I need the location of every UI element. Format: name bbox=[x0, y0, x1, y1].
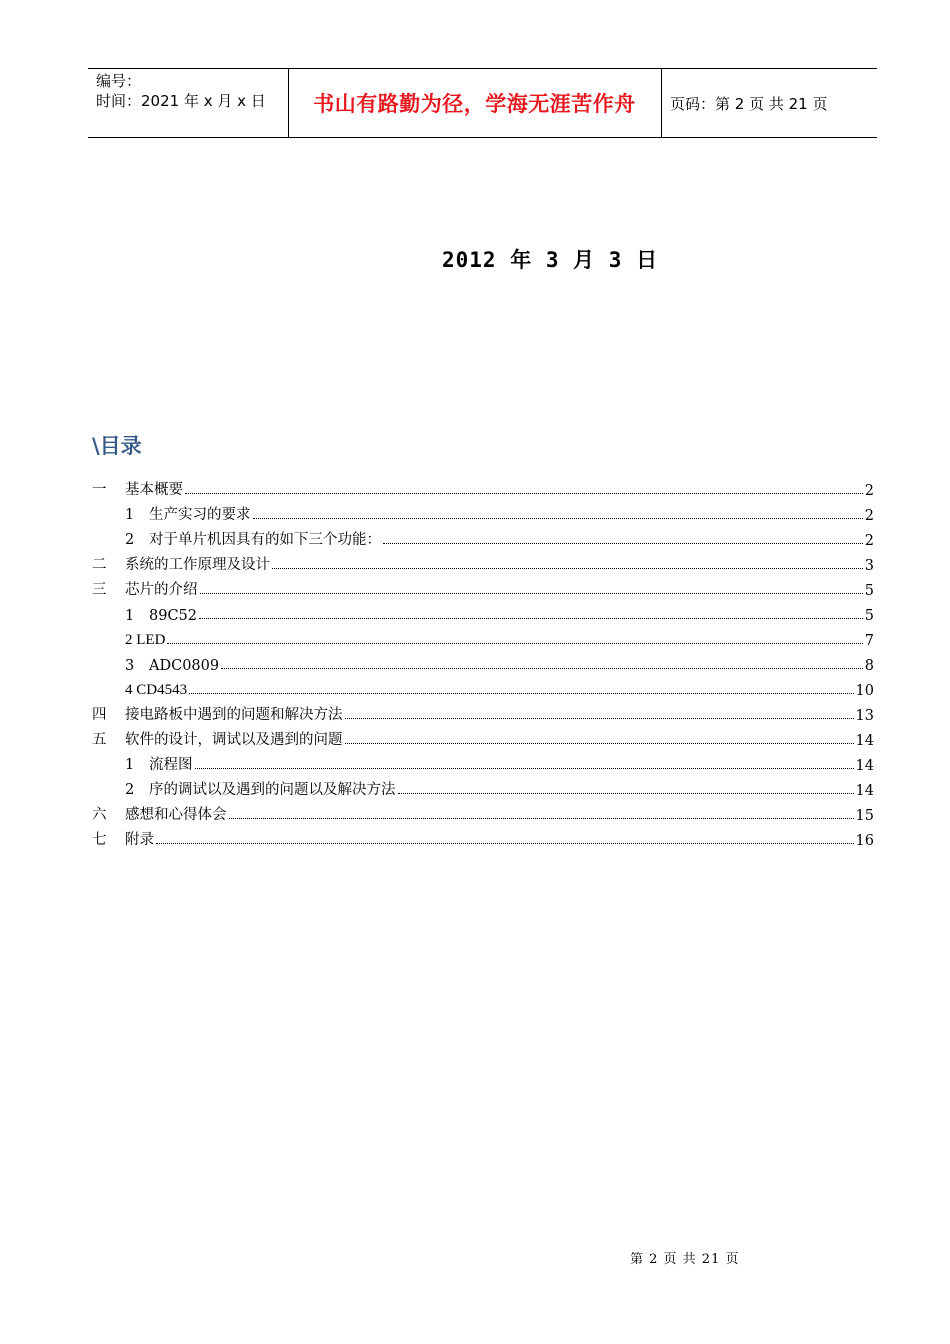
toc-leader-dots bbox=[156, 842, 854, 844]
toc-entry-number: 3 bbox=[125, 658, 135, 674]
toc-leader-dots bbox=[345, 717, 854, 719]
header-page-cell bbox=[662, 69, 877, 137]
toc-entry-number: 七 bbox=[92, 832, 107, 848]
toc-entry-page: 5 bbox=[864, 583, 874, 599]
toc-entry-text: 软件的设计，调试以及遇到的问题 bbox=[125, 732, 343, 748]
document-time-label: 时间：2021 年 x 月 x 日 bbox=[96, 92, 266, 110]
toc-entry-number: 1 bbox=[125, 757, 135, 773]
toc-entry[interactable] bbox=[92, 699, 874, 724]
toc-title: \目录 bbox=[92, 434, 142, 458]
toc-entry-number: 六 bbox=[92, 807, 107, 823]
toc-entry-number: 五 bbox=[92, 732, 107, 748]
toc-entry-number: 4 bbox=[125, 682, 133, 698]
toc-entry-number: 2 bbox=[125, 532, 135, 548]
toc-entry-text: 感想和心得体会 bbox=[125, 807, 227, 823]
toc-entry[interactable] bbox=[92, 674, 874, 699]
toc-entry[interactable] bbox=[92, 474, 874, 499]
toc-entry-text: 对于单片机因具有的如下三个功能： bbox=[149, 532, 381, 548]
toc-entry-page: 5 bbox=[864, 608, 874, 624]
toc-entry[interactable] bbox=[92, 649, 874, 674]
toc-leader-dots bbox=[167, 642, 862, 644]
toc-entry-page: 16 bbox=[855, 833, 874, 849]
document-number-label: 编号： bbox=[96, 72, 142, 90]
toc-entry-text: 89C52 bbox=[149, 608, 197, 624]
toc-entry-text: 生产实习的要求 bbox=[149, 507, 251, 523]
toc-leader-dots bbox=[272, 567, 863, 569]
toc-entry[interactable] bbox=[92, 774, 874, 799]
toc-entry-number: 三 bbox=[92, 582, 107, 598]
toc-entry-text: CD4543 bbox=[136, 682, 188, 698]
header-motto: 书山有路勤为径，学海无涯苦作舟 bbox=[313, 92, 636, 116]
header-motto-cell bbox=[288, 69, 662, 137]
toc-entry-page: 2 bbox=[864, 483, 874, 499]
toc-entry[interactable] bbox=[92, 749, 874, 774]
toc-entry[interactable] bbox=[92, 724, 874, 749]
toc-entry-page: 14 bbox=[855, 758, 874, 774]
toc-entry-number: 2 bbox=[125, 632, 133, 648]
toc-entry-text: 流程图 bbox=[149, 757, 193, 773]
toc-entry-text: LED bbox=[136, 632, 166, 648]
toc-entry-page: 3 bbox=[864, 558, 874, 574]
toc-leader-dots bbox=[221, 667, 863, 669]
toc-entry[interactable] bbox=[92, 549, 874, 574]
toc-entry[interactable] bbox=[92, 624, 874, 649]
toc-entry-number: 2 bbox=[125, 782, 135, 798]
toc-leader-dots bbox=[199, 617, 863, 619]
toc-entry-text: 芯片的介绍 bbox=[125, 582, 198, 598]
toc-entry-text: 序的调试以及遇到的问题以及解决方法 bbox=[149, 782, 396, 798]
toc-entry[interactable] bbox=[92, 824, 874, 849]
toc-entry-text: ADC0809 bbox=[149, 658, 220, 674]
toc-leader-dots bbox=[253, 517, 863, 519]
page-footer: 第 2 页 共 21 页 bbox=[630, 1252, 740, 1267]
toc-entry-text: 基本概要 bbox=[125, 482, 183, 498]
toc-entry-page: 14 bbox=[855, 733, 874, 749]
header-meta-cell bbox=[88, 69, 289, 137]
toc-entry-number: 四 bbox=[92, 707, 107, 723]
toc-entry-text: 接电路板中遇到的问题和解决方法 bbox=[125, 707, 343, 723]
toc-leader-dots bbox=[185, 492, 863, 494]
toc-leader-dots bbox=[200, 592, 863, 594]
header-table bbox=[88, 68, 877, 138]
toc-leader-dots bbox=[229, 817, 854, 819]
toc-entry-text: 系统的工作原理及设计 bbox=[125, 557, 270, 573]
toc-entry-page: 10 bbox=[855, 683, 874, 699]
toc-entry-number: 1 bbox=[125, 507, 135, 523]
toc-entry-page: 2 bbox=[864, 508, 874, 524]
toc-leader-dots bbox=[195, 767, 854, 769]
toc-entry-text: 附录 bbox=[125, 832, 154, 848]
toc-leader-dots bbox=[383, 542, 863, 544]
toc-entry[interactable] bbox=[92, 599, 874, 624]
toc-entry[interactable] bbox=[92, 799, 874, 824]
toc-entry[interactable] bbox=[92, 574, 874, 599]
toc-leader-dots bbox=[398, 792, 854, 794]
toc-entry-page: 14 bbox=[855, 783, 874, 799]
toc-entry-number: 1 bbox=[125, 608, 135, 624]
header-page-info: 页码：第 2 页 共 21 页 bbox=[670, 94, 828, 113]
toc-entry-page: 13 bbox=[855, 708, 874, 724]
toc-leader-dots bbox=[345, 742, 854, 744]
toc-entry-number: 二 bbox=[92, 557, 107, 573]
toc-entry[interactable] bbox=[92, 524, 874, 549]
toc-leader-dots bbox=[189, 692, 853, 694]
toc-entry-page: 7 bbox=[864, 633, 874, 649]
toc-entry-number: 一 bbox=[92, 482, 107, 498]
table-of-contents bbox=[92, 474, 874, 849]
toc-entry-page: 2 bbox=[864, 533, 874, 549]
report-date: 2012 年 3 月 3 日 bbox=[442, 248, 659, 272]
toc-entry-page: 8 bbox=[864, 658, 874, 674]
toc-entry[interactable] bbox=[92, 499, 874, 524]
toc-entry-page: 15 bbox=[855, 808, 874, 824]
